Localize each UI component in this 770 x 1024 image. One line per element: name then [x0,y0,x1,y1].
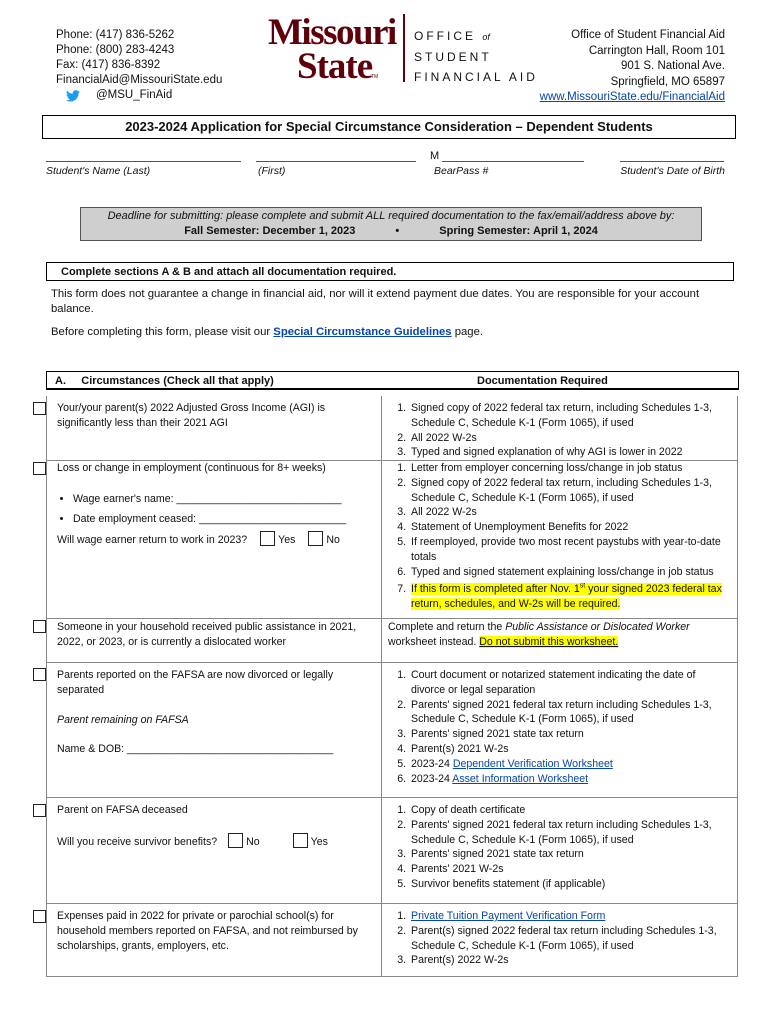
late-form-sup: st [579,582,586,590]
row-divider [46,903,737,904]
list-item: 4. Parent(s) 2021 W-2s [409,742,728,757]
late-form-text-a: If this form is completed after Nov. 1 [411,582,580,595]
list-item [409,757,728,772]
list-item: 2. Parents' signed 2021 federal tax return including Schedules 1-3, Schedule C, Schedule K-1 (Form 1065), if used [409,818,728,848]
logo-divider [403,14,405,82]
address-line-2: Carrington Hall, Room 101 [588,44,725,57]
doc6-pre: 2023-24 [411,772,453,785]
list-item: 6. Typed and signed statement explaining loss/change in job status [409,565,728,580]
office-financial-aid: FINANCIAL AID [414,70,538,84]
dob-field[interactable] [620,151,724,162]
guidelines-post: page. [451,326,484,338]
doc5-pre: 2023-24 [411,757,453,770]
tuition-checkbox[interactable] [33,910,46,923]
address-line-1: Office of Student Financial Aid [571,29,725,41]
date-ceased-field[interactable]: • Date employment ceased: _________________________ [73,512,375,527]
address-line-3: 901 S. National Ave. [621,60,725,72]
list-item [409,772,728,787]
assistance-doc-italic: Public Assistance or Dislocated Worker [505,621,690,633]
divorce-cell [57,668,375,757]
missouri-state-logo [268,12,398,87]
fall-deadline: Fall Semester: December 1, 2023 [184,225,356,237]
last-name-field[interactable] [46,151,241,162]
highlight-late-form [411,583,722,610]
deadline-bullet: • [395,225,400,237]
assistance-doc [388,620,728,650]
first-name-field[interactable] [256,151,416,162]
list-item: 3. Typed and signed explanation of why AGI is lower in 2022 [409,445,728,460]
list-item [409,909,728,924]
list-item: 3. All 2022 W-2s [409,505,728,520]
assistance-doc-b: worksheet instead. [388,635,480,648]
assistance-checkbox[interactable] [33,620,46,633]
guidelines-link[interactable]: Special Circumstance Guidelines [273,326,452,338]
spring-deadline: Spring Semester: April 1, 2024 [439,225,598,237]
parent-remaining-label: Parent remaining on FAFSA [57,713,189,726]
list-item: 1. Signed copy of 2022 federal tax return, including Schedules 1-3, Schedule C, Schedule K-1 (Form 1065), if used [409,401,728,431]
bearpass-field[interactable] [442,151,584,162]
label-dob: Student's Date of Birth [620,165,725,177]
office-student: STUDENT [414,50,492,64]
guidelines-paragraph [51,325,736,340]
tuition-verification-link[interactable]: Private Tuition Payment Verification Form [411,910,606,922]
list-item: 2. All 2022 W-2s [409,431,728,446]
column-divider [381,396,382,976]
fax: Fax: (417) 836-8392 [56,59,161,71]
list-item: 2. Parents' signed 2021 federal tax return including Schedules 1-3, Schedule C, Schedule K-1 (Form 1065), if used [409,698,728,728]
list-item: 5. If reemployed, provide two most recent paystubs with year-to-date totals [409,535,728,565]
phone-2: Phone: (800) 283-4243 [56,44,175,56]
assistance-text: Someone in your household received public assistance in 2021, 2022, or 2023, or is currently a dislocated worker [57,621,357,648]
agi-text: Your/your parent(s) 2022 Adjusted Gross Income (AGI) is significantly less than their 2021 AGI [57,402,326,429]
employment-cell [57,461,375,548]
twitter-icon [66,90,80,102]
office-of: OFFICE [414,29,476,43]
office-title [414,26,538,87]
agi-checkbox[interactable] [33,402,46,415]
contact-block [56,28,222,103]
return-yes-label: Yes [278,534,296,547]
email[interactable]: FinancialAid@MissouriState.edu [56,74,223,86]
employment-checkbox[interactable] [33,462,46,475]
employment-docs [388,461,728,612]
guidelines-pre: Before completing this form, please visit our [51,326,274,338]
asset-information-link[interactable]: Asset Information Worksheet [452,772,589,785]
employment-text: Loss or change in employment (continuous for 8+ weeks) [57,462,326,474]
list-item: 2. Signed copy of 2022 federal tax return, including Schedules 1-3, Schedule C, Schedule K-1 (Form 1065), if used [409,476,728,506]
survivor-yes-label: Yes [310,835,328,848]
deceased-docs [388,803,728,892]
list-item: 4. Parents' 2021 W-2s [409,862,728,877]
assistance-doc-highlight: Do not submit this worksheet. [479,635,619,648]
header-documentation: Documentation Required [477,375,608,387]
form-title: 2023-2024 Application for Special Circumstance Consideration – Dependent Students [42,115,736,139]
sections-instruction: Complete sections A & B and attach all documentation required. [46,262,734,281]
website-link[interactable]: www.MissouriState.edu/FinancialAid [539,91,725,103]
divorce-checkbox[interactable] [33,668,46,681]
divorce-docs [388,668,728,786]
row-divider [46,797,737,798]
deadline-text: Deadline for submitting: please complete and submit ALL required documentation to the fax/email/address above by: [107,210,675,222]
bearpass-prefix: M [430,150,440,162]
label-first-name: (First) [258,165,286,177]
list-item [409,579,728,611]
agi-docs [388,401,728,460]
deceased-checkbox[interactable] [33,804,46,817]
phone-1: Phone: (417) 836-5262 [56,29,175,41]
label-last-name: Student's Name (Last) [46,165,151,177]
row-divider [46,662,737,663]
return-yes-checkbox[interactable] [260,531,275,546]
list-item: 2. Parent(s) signed 2022 federal tax return including Schedules 1-3, Schedule C, Schedule K-1 (Form 1065), if used [409,924,728,954]
late-form-text-b: your signed 2023 federal tax return, schedules, and W-2s will be required. [411,582,722,610]
tuition-docs [388,909,728,968]
tuition-text: Expenses paid in 2022 for private or parochial school(s) for household members reported on FAFSA, and not reimbursed by scholarships, grants, employers, etc. [57,910,358,952]
list-item: 5. Survivor benefits statement (if applicable) [409,877,728,892]
logo-missouri: Missouri [268,12,396,53]
list-item: 1. Letter from employer concerning loss/change in job status [409,461,728,476]
logo-state: State [297,46,373,87]
deceased-text: Parent on FAFSA deceased [57,804,188,816]
survivor-yes-checkbox[interactable] [293,833,308,848]
header-circumstances: A. Circumstances (Check all that apply) [55,375,274,387]
return-no-label: No [326,534,340,547]
list-item: 3. Parents' signed 2021 state tax return [409,727,728,742]
assistance-doc-a: Complete and return the [388,621,506,633]
return-no-checkbox[interactable] [308,531,323,546]
logo-tm: TM [371,74,379,80]
office-of-small: of [482,32,490,42]
table-header [46,371,739,390]
wage-earner-name-field[interactable]: • Wage earner's name: ____________________________ [73,492,375,507]
list-item: 1. Court document or notarized statement indicating the date of divorce or legal separation [409,668,728,698]
address-line-4: Springfield, MO 65897 [610,75,725,88]
list-item: 4. Statement of Unemployment Benefits for 2022 [409,520,728,535]
disclaimer-paragraph: This form does not guarantee a change in financial aid, nor will it extend payment due dates. You are responsible for your account balance. [51,288,700,315]
label-bearpass: BearPass # [434,165,489,177]
survivor-no-label: No [246,835,260,848]
list-item: 3. Parent(s) 2022 W-2s [409,953,728,968]
deadline-box [80,207,702,241]
deceased-cell [57,803,375,850]
row-divider [46,618,737,619]
survivor-question: Will you receive survivor benefits? [57,835,218,848]
address-block [540,28,725,106]
dependent-verification-link[interactable]: Dependent Verification Worksheet [452,757,613,770]
return-to-work-question: Will wage earner return to work in 2023? [57,534,248,547]
list-item: 1. Copy of death certificate [409,803,728,818]
twitter-handle[interactable]: @MSU_FinAid [96,89,173,101]
list-item: 3. Parents' signed 2021 state tax return [409,847,728,862]
survivor-no-checkbox[interactable] [228,833,243,848]
divorce-text: Parents reported on the FAFSA are now divorced or legally separated [57,669,334,696]
name-dob-field[interactable]: Name & DOB: ___________________________________ [57,743,334,756]
